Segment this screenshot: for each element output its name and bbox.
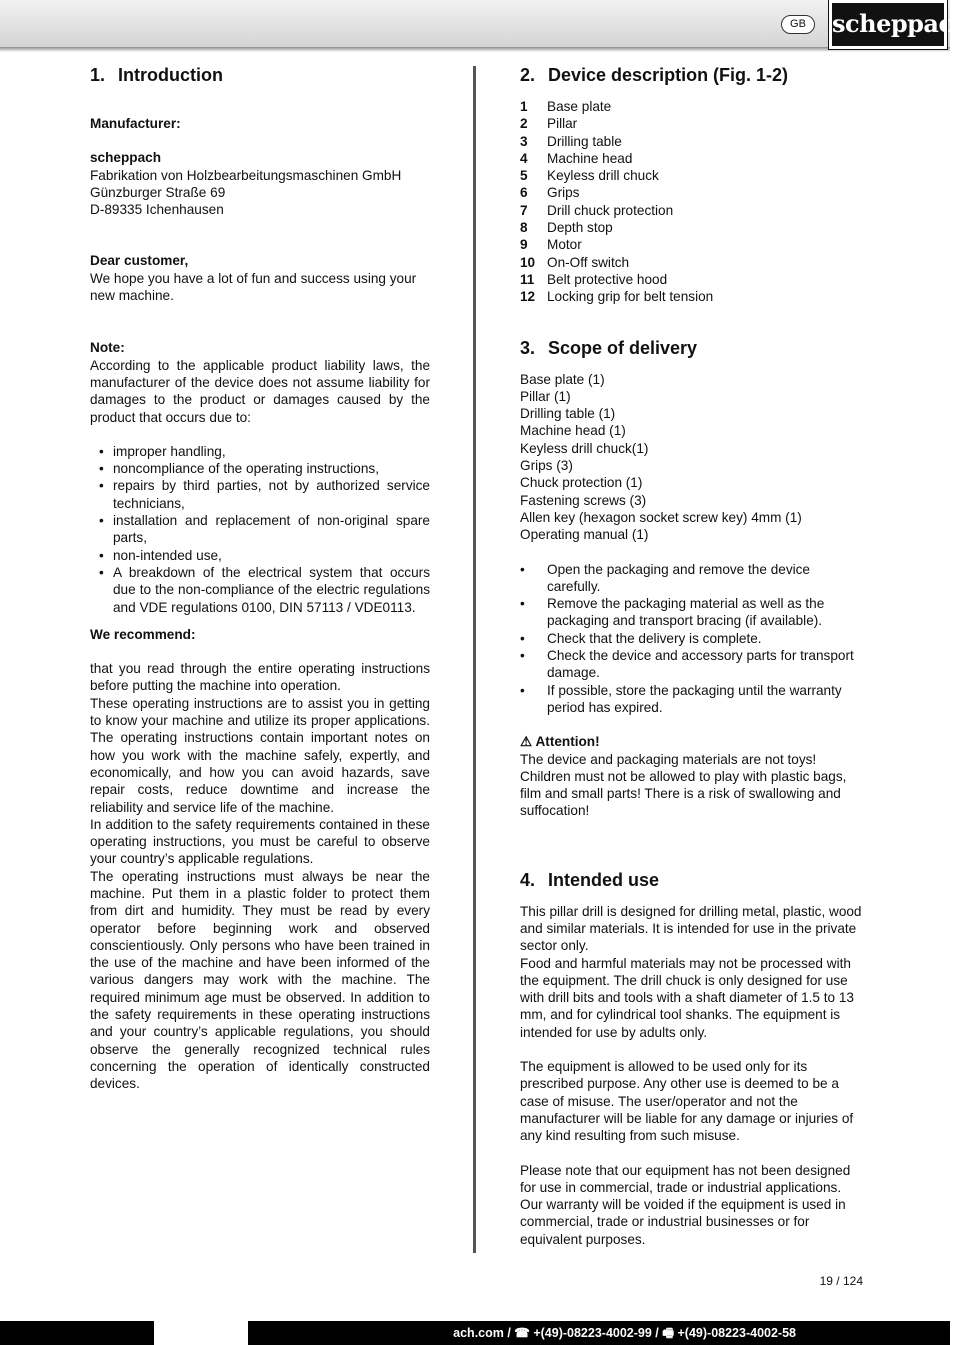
list-item: 3 Drilling table [520, 133, 622, 149]
list-item: 11 Belt protective hood [520, 271, 668, 287]
page-number: 19 / 124 [819, 1274, 863, 1288]
attention-label: ⚠ Attention! [520, 734, 600, 750]
section-heading-introduction: 1. Introduction [90, 65, 223, 85]
warning-icon: ⚠ [520, 734, 533, 750]
note-block [90, 339, 430, 425]
brand-logo: scheppach [829, 0, 947, 49]
language-badge: GB [781, 15, 815, 34]
header-shadow [0, 47, 950, 52]
list-item: Machine head (1) [520, 423, 626, 439]
paragraph: that you read through the entire operating instructions before putting the machine into operation. [90, 661, 430, 694]
list-item: Grips (3) [520, 458, 573, 474]
list-item: 1 Base plate [520, 99, 612, 114]
right-column [520, 64, 865, 1248]
paragraph: Food and harmful materials may not be processed with the equipment. The drill chuck is only designed for use with drill bits and tools with a shaft diameter of 1.5 to 13 mm, and for cylindrical tool shanks. The equipment is intended for use by adults only. [520, 955, 854, 1040]
list-item: 7 Drill chuck protection [520, 202, 674, 218]
attention-text: The device and packaging materials are not toys! Children must not be allowed to play with plastic bags, film and small parts! There is a risk of swallowing and suffocation! [520, 751, 847, 819]
paragraph: Please note that our equipment has not been designed for use in commercial, trade or industrial applications. Our warranty will be voided if the equipment is used in commercial, trade or industrial businesses or for equivalent purposes. [520, 1162, 851, 1247]
list-item: • installation and replacement of non-original spare parts, [99, 513, 430, 546]
list-item: • If possible, store the packaging until the warranty period has expired. [520, 682, 842, 715]
list-item: Keyless drill chuck(1) [520, 440, 649, 456]
section-heading-scope-of-delivery: 3. Scope of delivery [520, 337, 698, 358]
list-item: • Open the packaging and remove the device carefully. [520, 561, 810, 594]
unpacking-steps [520, 561, 858, 717]
list-item: • Check that the delivery is complete. [520, 630, 762, 646]
paragraph: This pillar drill is designed for drilling metal, plastic, wood and similar materials. It is intended for use in the private sector only. [520, 903, 862, 954]
list-item: Allen key (hexagon socket screw key) 4mm (1) [520, 509, 802, 525]
list-item: 6 Grips [520, 185, 580, 201]
list-item: 2 Pillar [520, 116, 578, 132]
note-label: Note: [90, 340, 125, 356]
list-item: • repairs by third parties, not by authorized service technicians, [99, 478, 430, 511]
list-item: 12 Locking grip for belt tension [520, 289, 714, 305]
address-line: Fabrikation von Holzbearbeitungsmaschinen GmbH [90, 167, 402, 183]
paragraph: The equipment is allowed to be used only for its prescribed purpose. Any other use is deemed to be a case of misuse. The user/operator and not the manufacturer will be liable for any damage or injuries of any kind resulting from such misuse. [520, 1059, 854, 1144]
list-item: Fastening screws (3) [520, 492, 647, 508]
paragraph: In addition to the safety requirements contained in these operating instructions, you must be careful to observe your country’s applicable regulations. [90, 816, 430, 867]
recommend-label: We recommend: [90, 626, 196, 642]
list-item: • Remove the packaging material as well as the packaging and transport bracing (if available). [520, 596, 825, 629]
address-line: D-89335 Ichenhausen [90, 202, 224, 218]
company-name: scheppach [90, 150, 162, 166]
list-item: Pillar (1) [520, 388, 571, 404]
footer-gap [154, 1321, 248, 1345]
greeting-text: We hope you have a lot of fun and success using your new machine. [90, 270, 417, 304]
parts-list [520, 98, 865, 306]
manufacturer-label: Manufacturer: [90, 116, 181, 131]
section-heading-device-description: 2. Device description (Fig. 1-2) [520, 65, 789, 85]
list-item: Operating manual (1) [520, 527, 649, 543]
list-item: • non-intended use, [99, 547, 222, 563]
attention-block [520, 733, 848, 819]
list-item: 9 Motor [520, 237, 582, 253]
liability-list [90, 443, 430, 616]
delivery-list [520, 371, 865, 544]
list-item: • A breakdown of the electrical system that occurs due to the non-compliance of the electric regulations and VDE regulations 0100, DIN 57113 / VDE0113. [99, 564, 430, 615]
section-heading-intended-use: 4. Intended use [520, 869, 660, 890]
note-text: According to the applicable product liability laws, the manufacturer of the device does not assume liability for damages to the product or damages caused by the product that occurs due to: [90, 357, 430, 425]
list-item: 4 Machine head [520, 150, 633, 166]
list-item: 5 Keyless drill chuck [520, 168, 659, 184]
paragraph: The operating instructions must always be near the machine. Put them in a plastic folder to protect them from dirt and humidity. They must be read by every operator before beginning work and observed conscientiously. Only persons who have been trained in the use of the machine and have been informed of the various dangers may work with the machine. The required minimum age must be observed. In addition to the safety requirements in these operating instructions and your country’s applicable regulations, you should observe the generally recognized technical rules concerning the operation of identically constructed devices. [90, 868, 430, 1092]
list-item: • Check the device and accessory parts for transport damage. [520, 648, 854, 681]
footer-contact: ach.com / ☎ +(49)-08223-4002-99 / 🖷 +(49)-08223-4002-58 [453, 1326, 796, 1340]
recommend-text [90, 660, 430, 1092]
paragraph: These operating instructions are to assist you in getting to know your machine and utilize its proper applications. The operating instructions contain important notes on how you work with the machine safely, expertly, and economically, and how you can avoid hazards, save repair costs, reduce downtime and increase the reliability and service life of the machine. [90, 695, 430, 815]
list-item: Chuck protection (1) [520, 475, 643, 491]
list-item: Drilling table (1) [520, 406, 616, 422]
intended-use-text [520, 903, 862, 1248]
left-column [90, 64, 430, 1093]
list-item: 10 On-Off switch [520, 254, 630, 270]
list-item: Base plate (1) [520, 371, 605, 387]
greeting [90, 252, 430, 304]
list-item: 8 Depth stop [520, 220, 613, 236]
list-item: • noncompliance of the operating instructions, [99, 461, 379, 477]
greeting-label: Dear customer, [90, 253, 189, 269]
address-line: Günzburger Straße 69 [90, 184, 226, 200]
list-item: • improper handling, [99, 443, 226, 459]
column-divider [473, 66, 476, 1253]
manufacturer-address [90, 149, 430, 218]
